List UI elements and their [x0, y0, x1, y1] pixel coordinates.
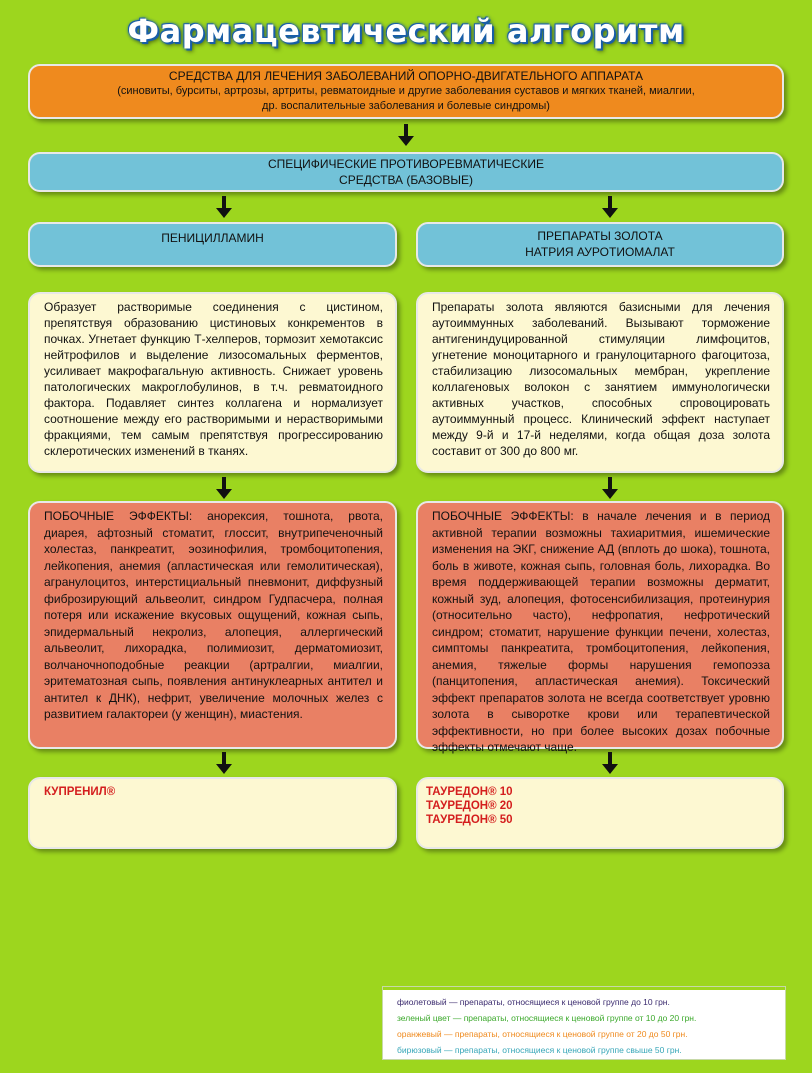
penicillamine-header — [28, 222, 397, 267]
product-name: ТАУРЕДОН® 10 — [426, 786, 513, 798]
gold-products — [416, 777, 784, 849]
gold-side-effects-text: ПОБОЧНЫЕ ЭФФЕКТЫ: в начале лечения и в период активной терапии возможны тахиаритмия, ишемические изменения на ЭКГ, снижение АД (вплоть до шока), тошнота, боль в животе, кожная сыпь, головная боль, лихорадка. Во время поддерживающей терапии возможны дерматит, кожный зуд, алопеция, фотосенсибилизация, протеинурия (относительно часто), нефропатия, нефротический синдром; стоматит, нарушение функции печени, холестаз, симптомы панкреатита, тромбоцитопения, лейкопения, анемия, тяжелые формы нарушения гемопоэза (панцитопения, апластическая анемия). Токсический эффект препаратов золота не всегда соответствует уровню золота в сыворотке крови или терапевтической эффективности, но при более высоких дозах побочные эффекты отмечают чаще. — [432, 509, 770, 754]
penicillamine-title: ПЕНИЦИЛЛАМИН — [161, 231, 264, 245]
base-drugs-line-2: СРЕДСТВА (БАЗОВЫЕ) — [339, 173, 473, 187]
category-subtitle-1: (синовиты, бурситы, артрозы, артриты, ревматоидные и другие заболевания суставов и мягких тканей, миалгии, — [117, 85, 695, 97]
base-drugs-box — [28, 152, 784, 192]
penicillamine-side-effects-text: ПОБОЧНЫЕ ЭФФЕКТЫ: анорексия, тошнота, рвота, диарея, афтозный стоматит, глоссит, внутрипеченочный холестаз, панкреатит, эозинофилия, тромбоцитопения, лейкопения, анемия (апластическая или гемолитическая), агранулоцитоз, интерстициальный пневмонит, диффузный фиброзирующий альвеолит, синдром Гудпасчера, полная потеря или искажение вкусовых ощущений, кожная сыпь, эпидермальный некролиз, алопеция, аллергический альвеолит, лихорадка, полимиозит, дерматомиозит, волчаночноподобные реакции (артралгии, миалгии, эритематозная сыпь, появления антинуклеарных антител и антител к ДНК), нефрит, увеличение молочных желез с развитием галактореи (у женщин), миастения. — [44, 509, 383, 721]
legend-item-green: зеленый цвет — препараты, относящиеся к ценовой группе от 10 до 20 грн. — [397, 1013, 697, 1023]
page-title: Фармацевтический алгоритм — [127, 12, 685, 50]
category-title: СРЕДСТВА ДЛЯ ЛЕЧЕНИЯ ЗАБОЛЕВАНИЙ ОПОРНО-ДВИГАТЕЛЬНОГО АППАРАТА — [168, 69, 644, 83]
legend-top-bar — [383, 987, 785, 990]
category-subtitle-2: др. воспалительные заболевания и болевые синдромы) — [262, 100, 550, 112]
arrow-down-icon — [214, 196, 234, 218]
gold-preparations-subtitle: НАТРИЯ АУРОТИОМАЛАТ — [525, 245, 675, 259]
penicillamine-side-effects — [28, 501, 397, 749]
arrow-down-icon — [600, 196, 620, 218]
penicillamine-description — [28, 292, 397, 473]
legend-item-turquoise: бирюзовый — препараты, относящиеся к ценовой группе свыше 50 грн. — [397, 1045, 682, 1055]
product-name: КУПРЕНИЛ® — [44, 786, 116, 798]
penicillamine-description-text: Образует растворимые соединения с цистином, препятствуя образованию цистиновых конкрементов в почках. Угнетает функцию Т-хелперов, тормозит хемотаксис нейтрофилов и выделение лизосомальных ферментов, усиливает макрофагальную активность. Снижает уровень патологических макроглобулинов, в т.ч. ревматоидного фактора. Подавляет синтез коллагена и нормализует соотношение между его растворимыми и нерастворимыми фракциями, тем самым препятствуя прогрессированию склеротических изменений в тканях. — [44, 300, 383, 458]
legend-item-violet: фиолетовый — препараты, относящиеся к ценовой группе до 10 грн. — [397, 997, 670, 1007]
arrow-down-icon — [214, 752, 234, 774]
gold-preparations-header — [416, 222, 784, 267]
arrow-down-icon — [396, 124, 416, 146]
arrow-down-icon — [214, 477, 234, 499]
gold-preparations-title: ПРЕПАРАТЫ ЗОЛОТА — [537, 229, 663, 243]
penicillamine-products — [28, 777, 397, 849]
product-name: ТАУРЕДОН® 50 — [426, 814, 513, 826]
legend-item-orange: оранжевый — препараты, относящиеся к ценовой группе от 20 до 50 грн. — [397, 1029, 688, 1039]
arrow-down-icon — [600, 477, 620, 499]
price-legend — [382, 986, 786, 1060]
category-box — [28, 64, 784, 119]
product-name: ТАУРЕДОН® 20 — [426, 800, 513, 812]
base-drugs-line-1: СПЕЦИФИЧЕСКИЕ ПРОТИВОРЕВМАТИЧЕСКИЕ — [267, 157, 545, 171]
arrow-down-icon — [600, 752, 620, 774]
gold-description-text: Препараты золота являются базисными для лечения аутоиммунных заболеваний. Вызывают торможение антигениндуцированной стимуляции лимфоцитов, угнетение моноцитарного и гранулоцитарного фагоцитоза, стабилизацию лизосомальных мембран, укрепление коллагеновых волокон с занятием иммунологически активных участков, способных спровоцировать аутоиммунный процесс. Клинический эффект наступает между 9-й и 17-й неделями, когда общая доза золота составит от 300 до 800 мг. — [432, 300, 770, 458]
gold-description — [416, 292, 784, 473]
gold-side-effects — [416, 501, 784, 754]
